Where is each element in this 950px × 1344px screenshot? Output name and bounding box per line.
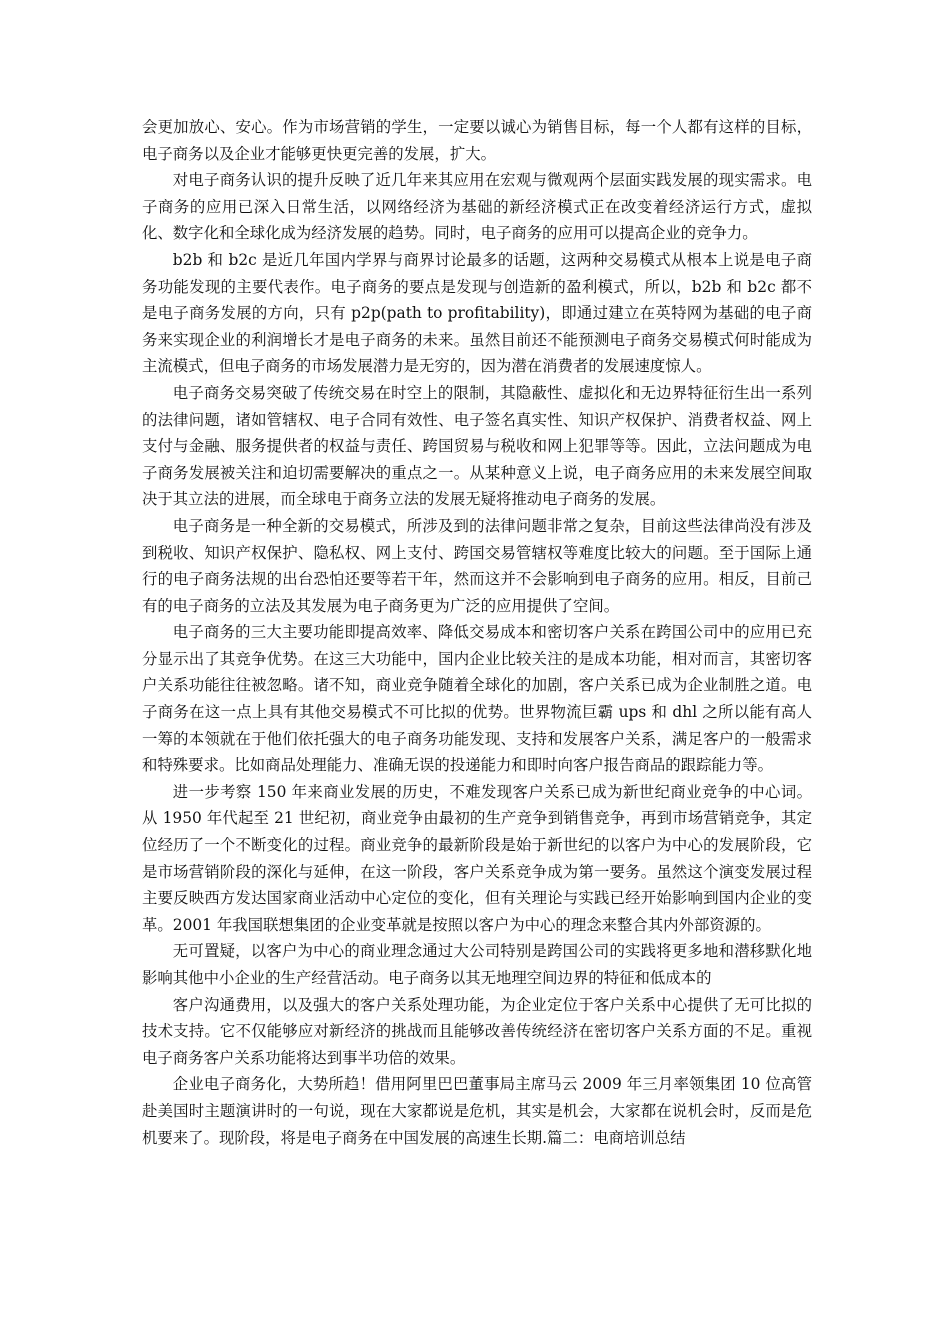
paragraph-9: 客户沟通费用，以及强大的客户关系处理功能，为企业定位于客户关系中心提供了无可比拟的技术支持。它不仅能够应对新经济的挑战而且能够改善传统经济在密切客户关系方面的不足。重视电子商务客户关系功能将达到事半功倍的效果。 xyxy=(142,995,812,1067)
document-body xyxy=(142,114,812,1151)
paragraph-3: b2b 和 b2c 是近几年国内学界与商界讨论最多的话题，这两种交易模式从根本上说是电子商务功能发现的主要代表作。电子商务的要点是发现与创造新的盈利模式，所以，b2b 和 b2c 都不是电子商务发展的方向，只有 p2p(path to profitability)，即通过建立在英特网为基础的电子商务来实现企业的利润增长才是电子商务的未来。虽然目前还不能预测电子商务交易模式何时能成为主流模式，但电子商务的市场发展潜力是无穷的，因为潜在消费者的发展速度惊人。 xyxy=(142,250,812,376)
paragraph-2: 对电子商务认识的提升反映了近几年来其应用在宏观与微观两个层面实践发展的现实需求。电子商务的应用已深入日常生活，以网络经济为基础的新经济模式正在改变着经济运行方式，虚拟化、数字化和全球化成为经济发展的趋势。同时，电子商务的应用可以提高企业的竞争力。 xyxy=(142,171,812,243)
paragraph-5: 电子商务是一种全新的交易模式，所涉及到的法律问题非常之复杂，目前这些法律尚没有涉及到税收、知识产权保护、隐私权、网上支付、跨国交易管辖权等难度比较大的问题。至于国际上通行的电子商务法规的出台恐怕还要等若干年，然而这并不会影响到电子商务的应用。相反，目前己有的电子商务的立法及其发展为电子商务更为广泛的应用提供了空间。 xyxy=(142,516,812,615)
paragraph-10: 企业电子商务化，大势所趋！借用阿里巴巴董事局主席马云 2009 年三月率领集团 10 位高管赴美国时主题演讲时的一句说，现在大家都说是危机，其实是机会，大家都在说机会时，反而是危机要来了。现阶段，将是电子商务在中国发展的高速生长期.篇二：电商培训总结 xyxy=(142,1075,812,1147)
paragraph-4: 电子商务交易突破了传统交易在时空上的限制，其隐蔽性、虚拟化和无边界特征衍生出一系列的法律问题，诸如管辖权、电子合同有效性、电子签名真实性、知识产权保护、消费者权益、网上支付与金融、服务提供者的权益与责任、跨国贸易与税收和网上犯罪等等。因此，立法问题成为电子商务发展被关注和迫切需要解决的重点之一。从某种意义上说，电子商务应用的未来发展空间取决于其立法的进展，而全球电于商务立法的发展无疑将推动电子商务的发展。 xyxy=(142,383,812,509)
paragraph-8: 无可置疑，以客户为中心的商业理念通过大公司特别是跨国公司的实践将更多地和潜移默化地影响其他中小企业的生产经营活动。电子商务以其无地理空间边界的特征和低成本的 xyxy=(142,942,812,987)
paragraph-1: 会更加放心、安心。作为市场营销的学生，一定要以诚心为销售目标，每一个人都有这样的目标，电子商务以及企业才能够更快更完善的发展，扩大。 xyxy=(142,118,812,163)
paragraph-6: 电子商务的三大主要功能即提高效率、降低交易成本和密切客户关系在跨国公司中的应用已充分显示出了其竞争优势。在这三大功能中，国内企业比较关注的是成本功能，相对而言，其密切客户关系功能往往被忽略。诸不知，商业竞争随着全球化的加剧，客户关系已成为企业制胜之道。电子商务在这一点上具有其他交易模式不可比拟的优势。世界物流巨霸 ups 和 dhl 之所以能有高人一筹的本领就在于他们依托强大的电子商务功能发现、支持和发展客户关系，满足客户的一般需求和特殊要求。比如商品处理能力、准确无误的投递能力和即时向客户报告商品的跟踪能力等。 xyxy=(142,623,812,775)
paragraph-7: 进一步考察 150 年来商业发展的历史，不难发现客户关系已成为新世纪商业竞争的中心词。从 1950 年代起至 21 世纪初，商业竞争由最初的生产竞争到销售竞争，再到市场营销竞争，其定位经历了一个不断变化的过程。商业竞争的最新阶段是始于新世纪的以客户为中心的发展阶段，它是市场营销阶段的深化与延伸，在这一阶段，客户关系竞争成为第一要务。虽然这个演变发展过程主要反映西方发达国家商业活动中心定位的变化，但有关理论与实践已经开始影响到国内企业的变革。2001 年我国联想集团的企业变革就是按照以客户为中心的理念来整合其内外部资源的。 xyxy=(142,782,812,934)
